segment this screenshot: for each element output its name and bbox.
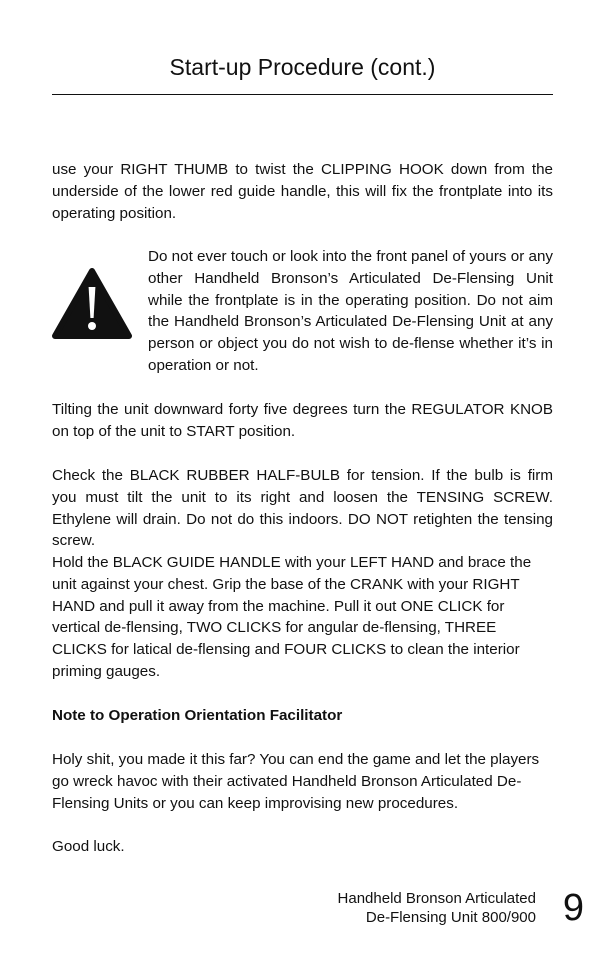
page-number: 9 [562,887,584,929]
paragraph-holy-shit: Holy shit, you made it this far? You can end the game and let the players go wreck havoc with their activated Handheld Bronson Articulated De-Flensing Units or you can keep improvising new procedures. [52,751,540,812]
paragraph-guide-handle: Hold the BLACK GUIDE HANDLE with your LEFT HAND and brace the unit against your chest. Grip the base of the CRANK with your RIGHT HAND and pull it away from the machine. Pull it out ONE CLICK for vertical de-flensing, TWO CLICKS for angular de-flensing, THREE CLICKS for latical de-flensing and FOUR CLICKS to clean the interior priming gauges. [52,554,532,680]
warning-text: Do not ever touch or look into the front panel of yours or any other Handheld Bronson’s Articulated De-Flensing Unit while the frontplate is in the operating position. Do not aim the Handheld Bronson’s Articulated De-Flensing Unit at any person or object you do not wish to de-flense whether it’s in operation or not. [148,248,553,374]
footer-line-1: Handheld Bronson Articulated [337,890,536,907]
paragraph-clipping-hook: use your RIGHT THUMB to twist the CLIPPING HOOK down from the underside of the lower red guide handle, this will fix the frontplate into its operating position. [52,161,553,222]
title-rule [52,94,553,95]
footer-line-2: De-Flensing Unit 800/900 [365,909,536,926]
paragraph-rubber-half-bulb: Check the BLACK RUBBER HALF-BULB for tension. If the bulb is firm you must tilt the unit to its right and loosen the TENSING SCREW. Ethylene will drain. Do not do this indoors. DO NOT retighten the tensing screw. [52,467,553,550]
warning-triangle-icon [52,268,132,340]
footer-text [338,889,536,927]
paragraph-good-luck: Good luck. [52,838,125,855]
note-heading: Note to Operation Orientation Facilitator [52,707,343,724]
page-title: Start-up Procedure (cont.) [169,54,436,80]
paragraph-regulator-knob: Tilting the unit downward forty five degrees turn the REGULATOR KNOB on top of the unit to START position. [52,401,553,440]
